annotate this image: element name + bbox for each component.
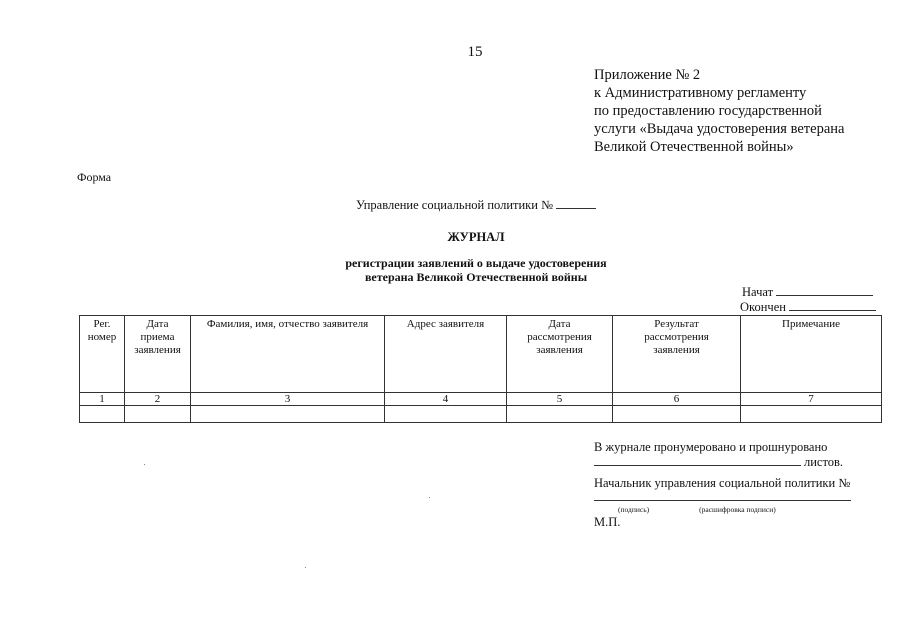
signature-caption: (подпись) xyxy=(618,505,650,514)
sheets-count-field xyxy=(594,455,843,470)
finished-blank xyxy=(789,300,876,311)
column-number: 1 xyxy=(80,393,125,406)
table-cell xyxy=(613,406,741,423)
sheets-label: листов. xyxy=(804,455,844,469)
column-number: 7 xyxy=(741,393,882,406)
started-label: Начат xyxy=(742,285,774,299)
header-review-date: Дата рассмотрения заявления xyxy=(507,316,613,393)
decoding-caption: (расшифровка подписи) xyxy=(699,505,776,514)
column-number: 3 xyxy=(191,393,385,406)
finished-field xyxy=(740,300,876,315)
scan-speck xyxy=(305,567,306,568)
table-cell xyxy=(80,406,125,423)
table-cell xyxy=(125,406,191,423)
column-number: 2 xyxy=(125,393,191,406)
header-full-name: Фамилия, имя, отчество заявителя xyxy=(191,316,385,393)
table-cell xyxy=(191,406,385,423)
signature-captions xyxy=(594,505,776,514)
table-number-row xyxy=(80,393,882,406)
header-review-result: Результат рассмотрения заявления xyxy=(613,316,741,393)
appendix-line: к Административному регламенту xyxy=(594,85,807,101)
department-line xyxy=(0,198,905,213)
header-receipt-date: Дата приема заявления xyxy=(125,316,191,393)
header-reg-number: Рег. номер xyxy=(80,316,125,393)
scan-speck xyxy=(429,497,430,498)
started-blank xyxy=(776,285,873,296)
finished-label: Окончен xyxy=(740,300,786,314)
appendix-line: по предоставлению государственной xyxy=(594,103,822,119)
scan-speck xyxy=(144,464,145,465)
table-header-row xyxy=(80,316,882,393)
table-cell xyxy=(385,406,507,423)
started-field xyxy=(742,285,873,300)
column-number: 4 xyxy=(385,393,507,406)
form-label: Форма xyxy=(77,170,112,184)
appendix-line: Великой Отечественной войны» xyxy=(594,139,794,155)
signature-line xyxy=(594,500,851,502)
page-number: 15 xyxy=(467,44,483,60)
journal-subtitle-line: ветерана Великой Отечественной войны xyxy=(364,270,588,284)
header-address: Адрес заявителя xyxy=(385,316,507,393)
journal-subtitle xyxy=(0,256,905,284)
journal-title: ЖУРНАЛ xyxy=(447,230,505,244)
numbered-statement: В журнале пронумеровано и прошнуровано xyxy=(594,440,828,454)
table-cell xyxy=(507,406,613,423)
sheets-count-blank xyxy=(594,455,801,466)
appendix-block xyxy=(594,66,844,156)
appendix-line: Приложение № 2 xyxy=(594,67,701,83)
column-number: 5 xyxy=(507,393,613,406)
department-label: Управление социальной политики № xyxy=(355,198,553,212)
appendix-line: услуги «Выдача удостоверения ветерана xyxy=(594,121,845,137)
head-title: Начальник управления социальной политики № xyxy=(594,476,851,490)
table-row xyxy=(80,406,882,423)
journal-table xyxy=(79,315,882,423)
header-note: Примечание xyxy=(741,316,882,393)
department-number-blank xyxy=(556,199,596,209)
table-cell xyxy=(741,406,882,423)
column-number: 6 xyxy=(613,393,741,406)
journal-subtitle-line: регистрации заявлений о выдаче удостоверения xyxy=(345,256,607,270)
stamp-label: М.П. xyxy=(594,515,621,529)
